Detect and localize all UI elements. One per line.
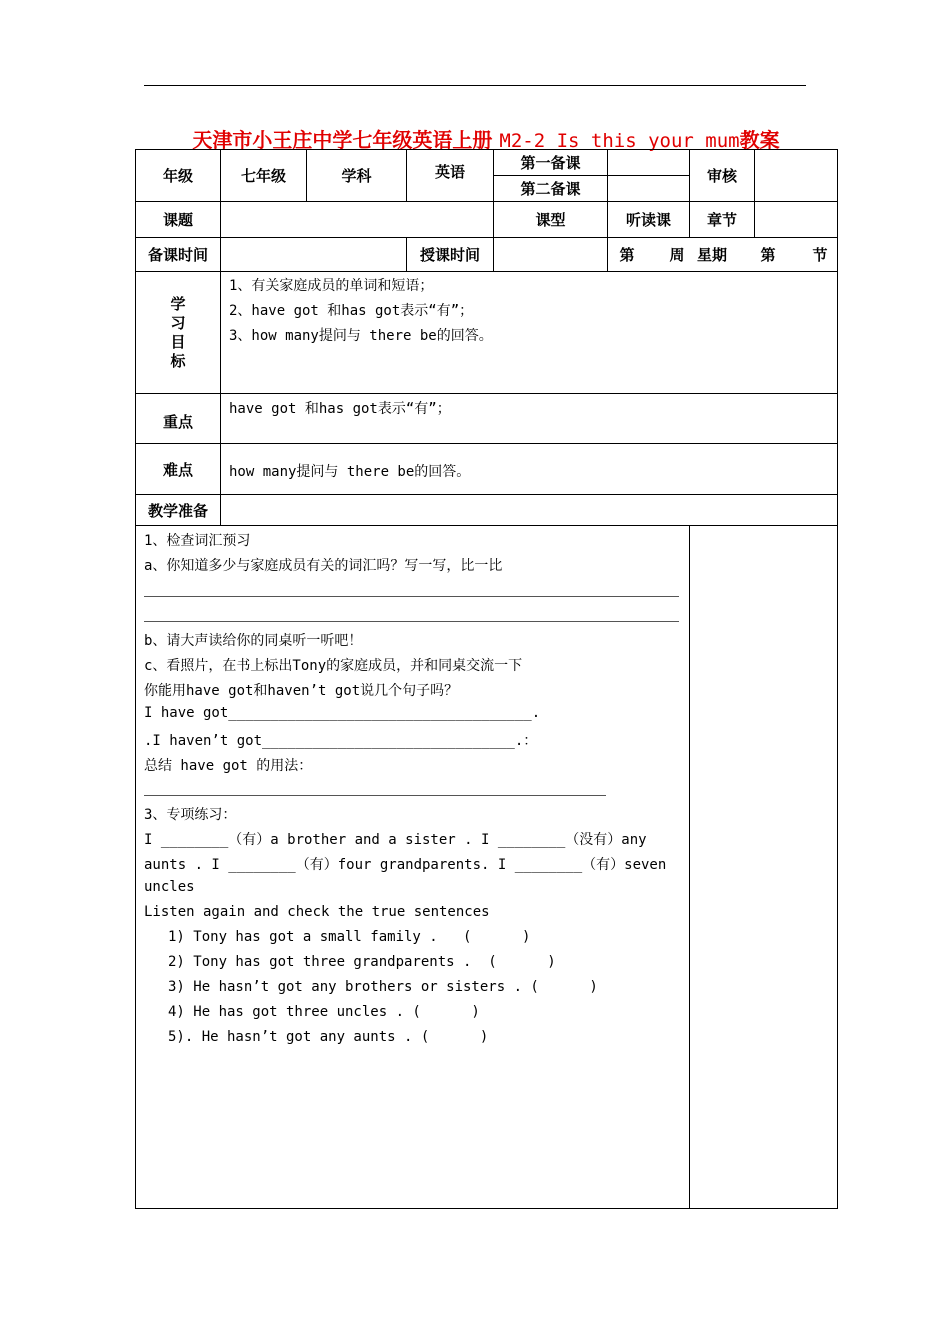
body-line: I ________（有）a brother and a sister . I ________（没有）any [144,832,647,848]
review-label: 审核 [706,167,737,185]
body-line: .I haven’t got______________________________.： [144,733,538,749]
subject-value: 英语 [434,163,465,181]
true-false-sentence: 5). He hasn’t got any aunts . ( ) [168,1029,489,1045]
period-di: 第 [760,246,776,264]
body-line: aunts . I ________（有）four grandparents. I ________（有）seven [144,857,667,873]
key-point-text: have got 和has got表示“有”； [229,401,451,417]
goal-item: 3、how many提问与 there be的回答。 [229,328,493,344]
chapter-label: 章节 [706,211,737,229]
period-jie: 节 [812,246,828,264]
body-line: c、看照片，在书上标出Tony的家庭成员，并和同桌交流一下 [144,658,523,674]
teach-time-label: 授课时间 [419,246,480,264]
true-false-sentence: 3) He hasn’t got any brothers or sisters . ( ) [168,979,598,995]
preparation-label: 教学准备 [147,501,208,520]
first-prep-label: 第一备课 [520,154,581,172]
key-point-label: 重点 [162,413,193,431]
topic-label: 课题 [162,211,193,229]
answer-line [144,596,679,597]
goals-label-char: 标 [170,352,186,370]
type-value: 听读课 [625,211,671,229]
body-line: I have got____________________________________. [144,705,541,721]
goals-label [136,272,220,394]
true-false-sentence: 1) Tony has got a small family . ( ) [168,929,531,945]
prep-time-label: 备课时间 [147,246,208,264]
body-line: b、请大声读给你的同桌听一听吧！ [144,633,363,649]
title-zh: 天津市小王庄中学七年级英语上册 [192,128,493,152]
body-line: 你能用have got和haven’t got说几个句子吗？ [144,683,459,699]
body-line: 3、专项练习： [144,807,237,823]
weekday-label: 星期 [696,246,727,264]
title-en: M2-2 Is this your mum [499,130,740,152]
goal-item: 2、have got 和has got表示“有”； [229,303,474,319]
body-line: 总结 have got 的用法： [144,758,313,774]
title-suffix: 教案 [739,128,780,152]
answer-line [144,795,606,796]
header-rule [144,85,806,86]
true-false-sentence: 2) Tony has got three grandparents . ( ) [168,954,556,970]
goals-label-char: 学 [170,295,186,313]
body-line: 1、检查词汇预习 [144,533,251,549]
goals-label-char: 目 [170,333,186,351]
difficulty-text: how many提问与 there be的回答。 [229,464,471,480]
body-line: uncles [144,879,195,895]
true-false-sentence: 4) He has got three uncles . ( ) [168,1004,480,1020]
goal-item: 1、有关家庭成员的单词和短语； [229,278,434,294]
answer-line [144,621,679,622]
body-line: a、你知道多少与家庭成员有关的词汇吗？写一写，比一比 [144,558,503,574]
difficulty-label: 难点 [162,460,193,479]
subject-label: 学科 [341,167,372,185]
second-prep-label: 第二备课 [520,180,581,198]
week-zhou: 周 [669,246,685,264]
week-di: 第 [619,246,635,264]
grade-value: 七年级 [240,167,286,185]
body-line: Listen again and check the true sentences [144,904,490,920]
goals-label-char: 习 [170,314,186,332]
type-label: 课型 [535,211,566,229]
grade-label: 年级 [162,167,193,185]
